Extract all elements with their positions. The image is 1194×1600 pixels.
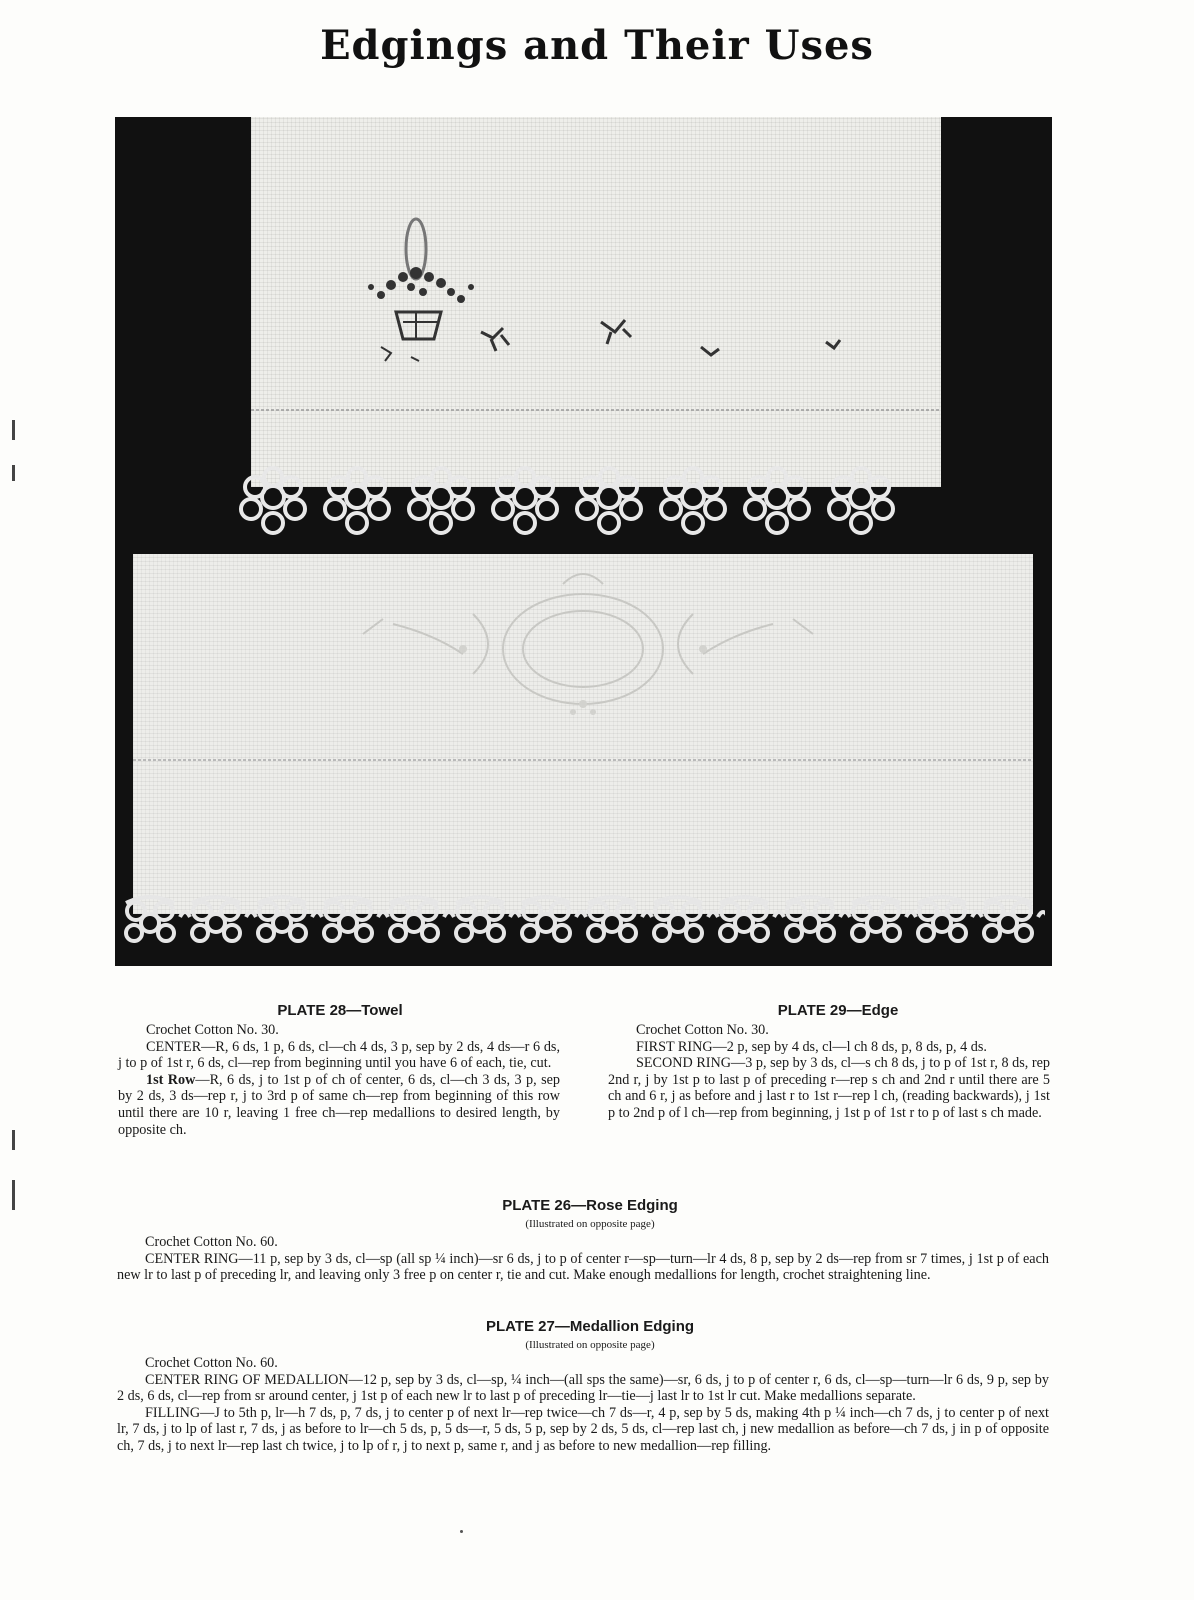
plate28-text <box>118 1022 560 1138</box>
plate29-first-ring: FIRST RING—2 p, sep by 4 ds, cl—l ch 8 ds, p, 8 ds, p, 4 ds. <box>636 1038 987 1055</box>
eyelet-embroidery <box>133 554 1033 914</box>
towel-bottom <box>133 554 1033 914</box>
margin-mark <box>12 1130 15 1150</box>
towel-top <box>251 117 941 487</box>
basket-embroidery <box>251 117 941 487</box>
plate28-lace-edging <box>231 465 921 543</box>
plate28-center: CENTER—R, 6 ds, 1 p, 6 ds, cl—ch 4 ds, 3 p, sep by 2 ds, 4 ds—r 6 ds, j to p of 1st r, 6 ds, cl—rep from beginning until you have 6 of each, tie, cut. <box>118 1038 560 1072</box>
plate26-heading: PLATE 26—Rose Edging <box>502 1197 678 1214</box>
plate26-center-ring: CENTER RING—11 p, sep by 3 ds, cl—sp (all sp ¼ inch)—sr 6 ds, j to p of center r—sp—turn—lr 4 ds, 8 p, sep by 2 ds—rep from sr 7 times, j 1st p of each new lr to last p of preceding lr, and leaving only 3 free p on center r, tie and cut. Make enough medallions for length, crochet straightening line. <box>117 1250 1049 1284</box>
plate29-cotton: Crochet Cotton No. 30. <box>636 1022 769 1038</box>
plate27-center-ring: CENTER RING OF MEDALLION—12 p, sep by 3 ds, cl—sp, ¼ inch—(all sps the same)—sr, 6 ds, j to p of center r, 6 ds, cl—sp—turn—lr 6 ds, 9 p, sep by 2 ds, 6 ds, cl—rep from sr around center, j 1st p of each new lr to last p of preceding lr—tie—j last lr to 1st lr cut. Make medallions separate. <box>117 1371 1049 1405</box>
plate28-heading: PLATE 28—Towel <box>277 1002 403 1019</box>
page-title: Edgings and Their Uses <box>320 22 874 69</box>
plate27-subheading: (Illustrated on opposite page) <box>525 1339 655 1351</box>
plate26-subheading: (Illustrated on opposite page) <box>525 1218 655 1230</box>
page-speck <box>460 1530 463 1533</box>
plate26-text <box>117 1234 1049 1284</box>
towels-photo <box>115 117 1052 966</box>
plate28-row1 <box>118 1072 560 1138</box>
plate27-cotton: Crochet Cotton No. 60. <box>145 1355 278 1371</box>
plate29-text <box>608 1022 1050 1122</box>
plate28-row1-text: —R, 6 ds, j to 1st p of ch of center, 6 ds, cl—ch 3 ds, 3 p, sep by 2 ds, 3 ds—rep r, j to 3rd p of same ch—rep from beginning of this row until there are 10 r, leaving 1 free ch—rep medallions to desired length, by opposite ch. <box>118 1071 560 1138</box>
plate26-cotton: Crochet Cotton No. 60. <box>145 1234 278 1250</box>
margin-mark <box>12 420 15 440</box>
plate29-lace-edging <box>120 893 1045 959</box>
plate27-text <box>117 1355 1049 1455</box>
plate27-heading: PLATE 27—Medallion Edging <box>485 1318 695 1335</box>
margin-mark <box>12 465 15 481</box>
plate28-row1-label: 1st Row <box>146 1071 196 1088</box>
margin-mark <box>12 1180 15 1210</box>
plate28-cotton: Crochet Cotton No. 30. <box>146 1022 279 1038</box>
plate29-heading: PLATE 29—Edge <box>777 1002 899 1019</box>
plate27-filling: FILLING—J to 5th p, lr—h 7 ds, p, 7 ds, j to center p of next lr—rep twice—ch 7 ds—r, 4 p, sep by 5 ds, making 4th p ¼ inch—ch 7 ds, j to center p of next lr, 7 ds, j to lp of last r, 7 ds, j as before to lr—ch 5 ds, p, 5 ds—r, 5 ds, 5 p, sep by 2 ds, 5 ds, cl—rep last ch, j new medallion as before—ch 7 ds, j in p of opposite ch, 7 ds, j to next lr—rep last ch twice, j to lp of r, j to next p, same r, and j as before to new medallion—rep filling. <box>117 1404 1049 1454</box>
plate29-second-ring: SECOND RING—3 p, sep by 3 ds, cl—s ch 8 ds, j to p of 1st r, 8 ds, rep 2nd r, j by 1st p to last p of preceding r—rep s ch and 2nd r until there are 5 ch and 6 r, j as before and j last r to 1st r—rep l ch, (reading backwards), j 1st p to 2nd p of l ch—rep from beginning, j 1st p of 1st r to p of last s ch made. <box>608 1055 1050 1121</box>
